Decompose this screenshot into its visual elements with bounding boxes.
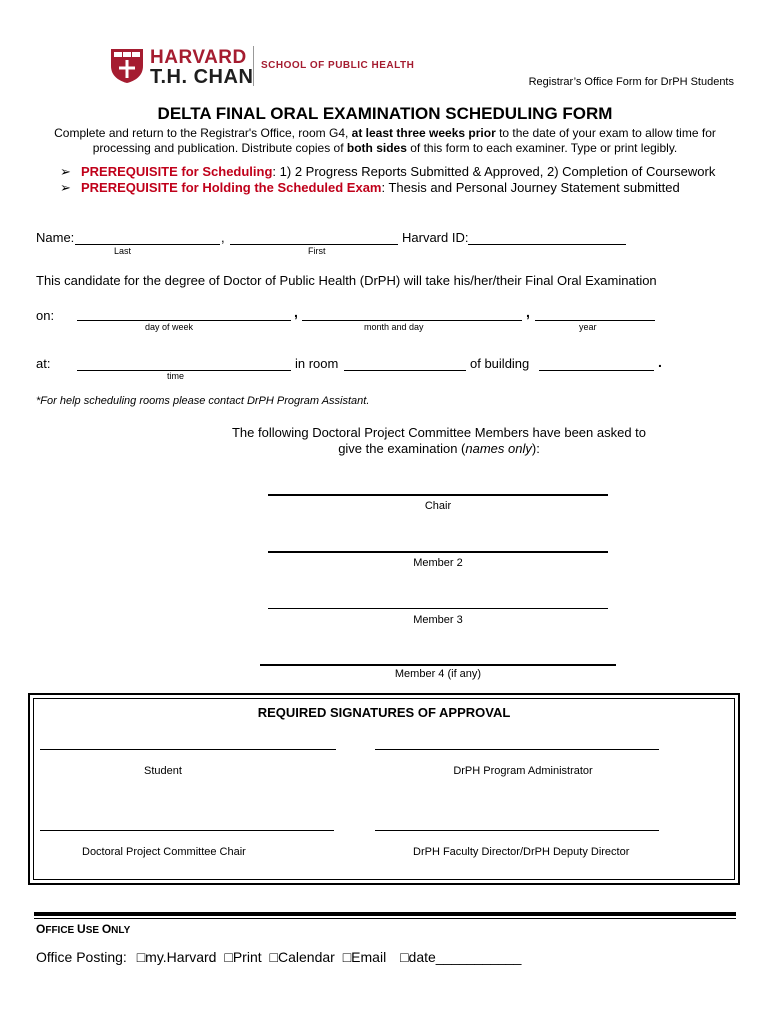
harvard-shield-icon: [110, 48, 144, 84]
checkbox-icon: □: [224, 949, 233, 965]
chair-signature-caption: Doctoral Project Committee Chair: [82, 846, 246, 858]
last-name-field[interactable]: [75, 230, 220, 245]
admin-signature-field[interactable]: [375, 749, 659, 750]
last-caption: Last: [114, 246, 132, 256]
at-period: .: [658, 354, 662, 370]
in-room-label: in room: [295, 356, 339, 371]
day-caption: day of week: [145, 322, 194, 332]
office-posting-row: [36, 949, 521, 965]
office-divider: [34, 912, 736, 916]
chair-name-field[interactable]: [268, 494, 608, 496]
harvard-id-field[interactable]: [468, 230, 626, 245]
checkbox-icon: □: [342, 949, 352, 965]
director-caption: DrPH Faculty Director/DrPH Deputy Director: [413, 846, 630, 858]
harvard-id-label: Harvard ID:: [402, 230, 469, 245]
year-field[interactable]: [535, 305, 655, 321]
of-building-label: of building: [470, 356, 530, 371]
prereq-item: ➢ PREREQUISITE for Holding the Scheduled Exam: Thesis and Personal Journey Statement submitted: [60, 180, 680, 195]
arrow-bullet-icon: ➢: [60, 180, 71, 195]
checkbox-myharvard[interactable]: □my.Harvard: [136, 949, 217, 965]
prereq-item: ➢ PREREQUISITE for Scheduling: 1) 2 Progress Reports Submitted & Approved, 2) Completion of Coursework: [60, 164, 716, 179]
approval-box: [28, 693, 740, 885]
on-comma-1: ,: [294, 304, 298, 320]
member-4-caption: Member 4 (if any): [394, 668, 482, 680]
candidate-sentence: This candidate for the degree of Doctor of Public Health (DrPH) will take his/her/their Final Oral Examination: [36, 273, 657, 288]
member-3-name-field[interactable]: [268, 608, 608, 609]
office-posting-label: Office Posting:: [36, 949, 127, 965]
room-field[interactable]: [344, 355, 466, 371]
name-comma: ,: [221, 230, 225, 245]
on-comma-2: ,: [526, 304, 530, 320]
chair-signature-field[interactable]: [40, 830, 334, 831]
month-day-field[interactable]: [302, 305, 522, 321]
checkbox-icon: □: [400, 949, 409, 965]
at-label: at:: [36, 356, 51, 371]
school-logo: [110, 44, 420, 88]
office-divider-thin: [34, 918, 736, 919]
day-of-week-field[interactable]: [77, 305, 291, 321]
time-caption: time: [167, 371, 185, 381]
director-signature-field[interactable]: [375, 830, 659, 831]
checkbox-print[interactable]: □Print: [224, 949, 262, 965]
member-3-caption: Member 3: [413, 614, 463, 626]
checkbox-date[interactable]: □date___________: [400, 949, 522, 965]
on-label: on:: [36, 308, 55, 323]
member-2-caption: Member 2: [413, 557, 463, 569]
logo-divider: [253, 46, 254, 86]
room-help-note: *For help scheduling rooms please contact DrPH Program Assistant.: [36, 395, 370, 407]
first-name-field[interactable]: [230, 230, 398, 245]
month-caption: month and day: [364, 322, 424, 332]
registrar-note: Registrar’s Office Form for DrPH Students: [528, 76, 734, 88]
year-caption: year: [579, 322, 597, 332]
logo-school-text: SCHOOL OF PUBLIC HEALTH: [261, 60, 415, 71]
instructions: Complete and return to the Registrar's Office, room G4, at least three weeks prior to the date of your exam to allow time for processing and publication. Distribute copies of both sides of this form to each examiner. Type or print legibly.: [54, 126, 716, 155]
arrow-bullet-icon: ➢: [60, 164, 71, 179]
logo-thchan-text: T.H. CHAN: [150, 66, 254, 88]
chair-caption: Chair: [424, 500, 452, 512]
logo-harvard-text: HARVARD: [150, 47, 247, 68]
time-field[interactable]: [77, 355, 291, 371]
building-field[interactable]: [539, 355, 654, 371]
checkbox-email[interactable]: □Email: [342, 949, 387, 965]
checkbox-calendar[interactable]: □Calendar: [269, 949, 335, 965]
member-4-name-field[interactable]: [260, 664, 616, 666]
checkbox-icon: □: [269, 949, 278, 965]
committee-intro: The following Doctoral Project Committee Members have been asked to give the examination (names only):: [231, 425, 647, 456]
student-caption: Student: [144, 765, 182, 777]
first-caption: First: [308, 246, 326, 256]
approval-heading: REQUIRED SIGNATURES OF APPROVAL: [257, 705, 511, 720]
member-2-name-field[interactable]: [268, 551, 608, 553]
page-title: DELTA FINAL ORAL EXAMINATION SCHEDULING FORM: [157, 104, 613, 123]
office-use-heading: OFFICE USE ONLY: [36, 922, 131, 936]
admin-caption: DrPH Program Administrator: [453, 765, 593, 777]
prereq-list: [60, 164, 740, 196]
checkbox-icon: □: [136, 949, 146, 965]
student-signature-field[interactable]: [40, 749, 336, 750]
name-label: Name:: [36, 230, 75, 245]
